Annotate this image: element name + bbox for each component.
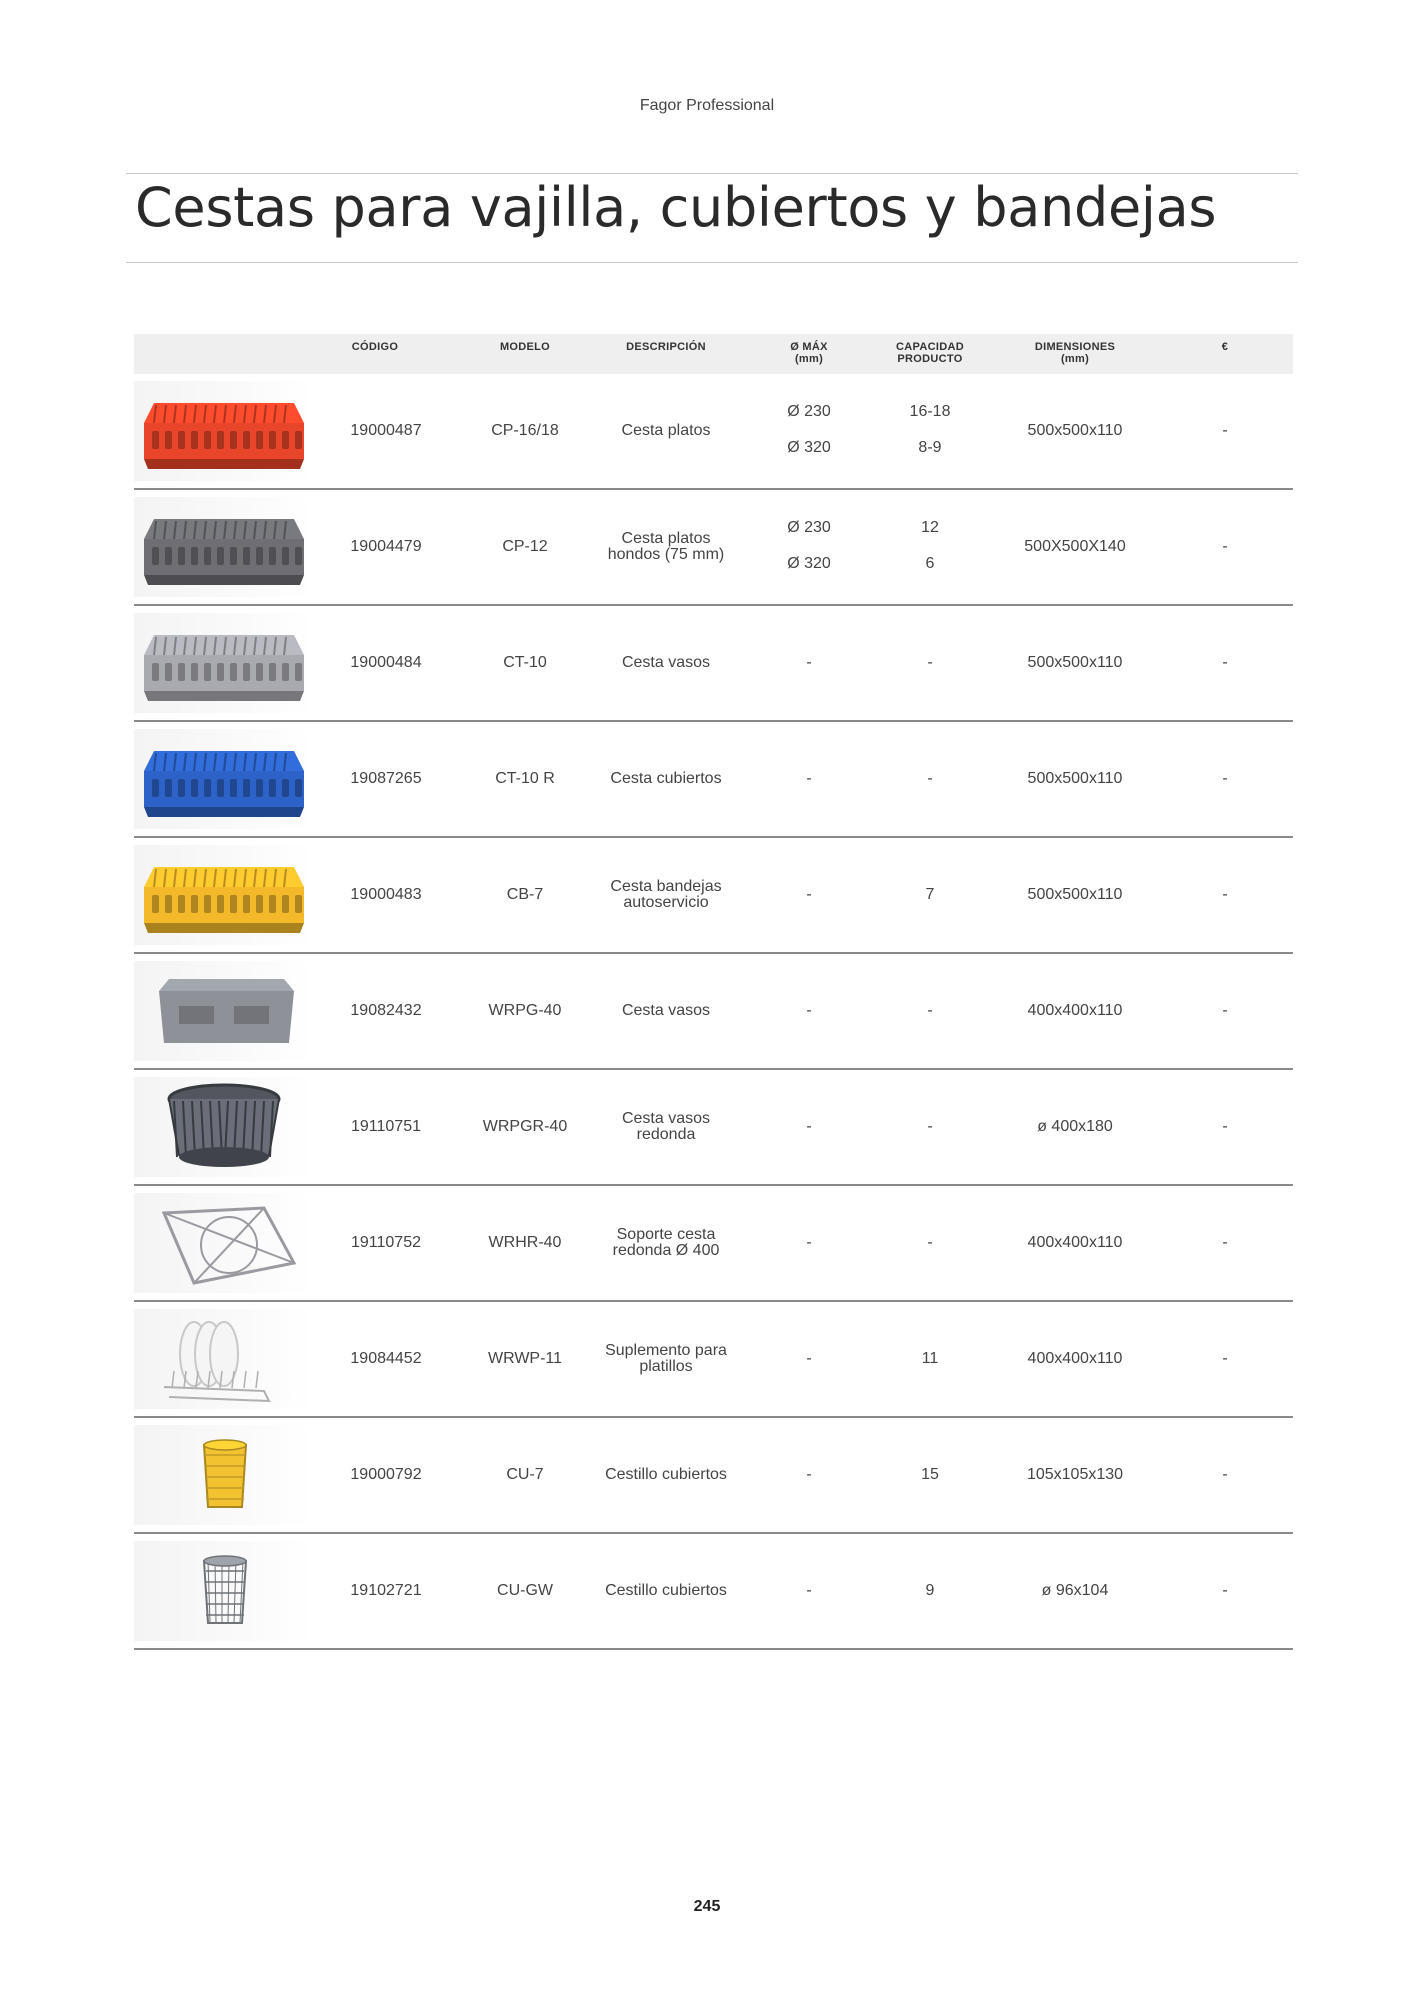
cell-diametro: - [806, 1350, 812, 1367]
cell-codigo: 19082432 [350, 1002, 422, 1019]
table-row [134, 374, 1293, 490]
yellow-tray-rack-icon [134, 845, 314, 945]
cell-diametro: - [806, 1466, 812, 1483]
product-table [134, 334, 1293, 1650]
cell-diametro-value: Ø 230 [787, 519, 831, 536]
cell-codigo: 19000484 [350, 654, 422, 671]
cell-descripcion: Cesta platos [621, 422, 711, 439]
product-image [134, 845, 314, 945]
cell-diametro: - [806, 1002, 812, 1019]
cell-codigo: 19110752 [351, 1234, 421, 1251]
cell-dimensiones: 400x400x110 [1027, 1002, 1123, 1019]
cell-capacidad: 11 [921, 1350, 939, 1367]
product-image [134, 497, 314, 597]
header-dimensiones-line2: (mm) [1060, 353, 1090, 365]
cell-dimensiones: 400x400x110 [1027, 1234, 1123, 1251]
cell-capacidad: - [927, 770, 933, 787]
plate-supplement-icon [134, 1309, 314, 1409]
cell-dimensiones: 500x500x110 [1027, 886, 1123, 903]
header-dimensiones [1035, 341, 1115, 365]
cell-descripcion: Cesta vasos redonda [621, 1110, 711, 1143]
cell-capacidad: - [927, 654, 933, 671]
cell-codigo: 19000487 [350, 422, 422, 439]
header-diametro [790, 341, 828, 365]
top-divider [126, 173, 1298, 174]
cell-diametro [787, 404, 831, 456]
cell-codigo: 19084452 [350, 1350, 422, 1367]
cell-descripcion: Cestillo cubiertos [605, 1582, 727, 1599]
product-image [134, 961, 314, 1061]
cell-descripcion: Cestillo cubiertos [605, 1466, 727, 1483]
cell-descripcion: Soporte cesta redonda Ø 400 [612, 1226, 720, 1259]
cell-codigo: 19000483 [350, 886, 422, 903]
cell-diametro: - [806, 1118, 812, 1135]
cell-modelo: CB-7 [506, 886, 544, 903]
yellow-cutlery-cup-icon [134, 1425, 314, 1525]
product-image [134, 729, 314, 829]
cell-modelo: CU-GW [497, 1582, 553, 1599]
cell-precio: - [1222, 1350, 1228, 1367]
header-descripcion: DESCRIPCIÓN [626, 341, 706, 353]
cell-capacidad: - [927, 1118, 933, 1135]
cell-capacidad-value: 12 [921, 519, 939, 536]
table-row [134, 1534, 1293, 1650]
table-body [134, 374, 1293, 1650]
cell-diametro [787, 520, 831, 572]
cell-diametro-value: Ø 230 [787, 403, 831, 420]
cell-capacidad-value: 8-9 [918, 439, 942, 456]
cell-diametro: - [806, 1234, 812, 1251]
cell-capacidad-value: 16-18 [909, 403, 951, 420]
table-row [134, 722, 1293, 838]
cell-codigo: 19087265 [350, 770, 422, 787]
cell-descripcion: Cesta vasos [621, 654, 711, 671]
cell-codigo: 19000792 [350, 1466, 422, 1483]
cell-diametro: - [806, 1582, 812, 1599]
table-row [134, 1070, 1293, 1186]
grey-crate-icon [134, 961, 314, 1061]
cell-dimensiones: 500x500x110 [1027, 770, 1123, 787]
cell-dimensiones: 105x105x130 [1026, 1466, 1124, 1483]
cell-capacidad: - [927, 1234, 933, 1251]
cell-modelo: CU-7 [506, 1466, 544, 1483]
header-capacidad-line1: CAPACIDAD [896, 341, 964, 353]
cell-modelo: CP-12 [502, 538, 548, 555]
cell-precio: - [1222, 538, 1228, 555]
cell-capacidad: - [927, 1002, 933, 1019]
header-dimensiones-line1: DIMENSIONES [1034, 341, 1116, 353]
page-number: 245 [693, 1898, 721, 1915]
cell-dimensiones: 500X500X140 [1024, 538, 1126, 555]
cell-capacidad [910, 404, 951, 456]
cell-precio: - [1222, 1466, 1228, 1483]
cell-precio: - [1222, 1582, 1228, 1599]
cell-capacidad: 7 [925, 886, 935, 903]
cell-diametro-value: Ø 320 [787, 439, 831, 456]
table-row [134, 1418, 1293, 1534]
grey-dish-rack-icon [134, 497, 314, 597]
cell-modelo: CP-16/18 [491, 422, 559, 439]
cell-dimensiones: 400x400x110 [1027, 1350, 1123, 1367]
header-precio: € [1221, 341, 1229, 353]
header-codigo: CÓDIGO [351, 341, 399, 353]
cell-diametro: - [806, 770, 812, 787]
cell-precio: - [1222, 1002, 1228, 1019]
product-image [134, 1309, 314, 1409]
product-image [134, 1541, 314, 1641]
cell-precio: - [1222, 1118, 1228, 1135]
table-header [134, 334, 1293, 374]
header-modelo: MODELO [499, 341, 551, 353]
cell-modelo: WRPGR-40 [482, 1118, 568, 1135]
round-basket-icon [134, 1077, 314, 1177]
table-row [134, 954, 1293, 1070]
table-row [134, 606, 1293, 722]
cell-capacidad: 15 [921, 1466, 939, 1483]
table-row [134, 1302, 1293, 1418]
cell-dimensiones: 500x500x110 [1027, 654, 1123, 671]
wire-support-icon [134, 1193, 314, 1293]
cell-modelo: WRPG-40 [488, 1002, 562, 1019]
product-image [134, 381, 314, 481]
header-capacidad [896, 341, 964, 365]
wire-cutlery-cup-icon [134, 1541, 314, 1641]
cell-modelo: CT-10 [503, 654, 547, 671]
cell-capacidad: 9 [925, 1582, 935, 1599]
red-dish-rack-icon [134, 381, 314, 481]
product-image [134, 1077, 314, 1177]
cell-descripcion: Cesta vasos [621, 1002, 711, 1019]
cell-dimensiones: ø 400x180 [1037, 1118, 1113, 1135]
table-row [134, 490, 1293, 606]
cell-precio: - [1222, 770, 1228, 787]
cell-diametro: - [806, 654, 812, 671]
table-row [134, 838, 1293, 954]
header-capacidad-line2: PRODUCTO [897, 353, 963, 365]
product-image [134, 613, 314, 713]
cell-modelo: CT-10 R [495, 770, 555, 787]
product-image [134, 1425, 314, 1525]
cell-diametro: - [806, 886, 812, 903]
cell-modelo: WRWP-11 [487, 1350, 563, 1367]
cell-precio: - [1222, 654, 1228, 671]
header-diametro-line2: (mm) [794, 353, 824, 365]
page-title: Cestas para vajilla, cubiertos y bandejas [135, 176, 1217, 239]
cell-dimensiones: ø 96x104 [1041, 1582, 1109, 1599]
brand-header: Fagor Professional [639, 97, 775, 114]
cell-capacidad [921, 520, 939, 572]
cell-codigo: 19102721 [350, 1582, 422, 1599]
cell-descripcion: Suplemento para platillos [605, 1342, 727, 1375]
grey-glass-rack-icon [134, 613, 314, 713]
cell-descripcion: Cesta platos hondos (75 mm) [607, 530, 725, 563]
cell-descripcion: Cesta cubiertos [610, 770, 722, 787]
cell-precio: - [1222, 1234, 1228, 1251]
cell-codigo: 19110751 [351, 1118, 421, 1135]
cell-codigo: 19004479 [350, 538, 422, 555]
cell-diametro-value: Ø 320 [787, 555, 831, 572]
cell-capacidad-value: 6 [925, 555, 935, 572]
cell-precio: - [1222, 886, 1228, 903]
cell-dimensiones: 500x500x110 [1027, 422, 1123, 439]
cell-modelo: WRHR-40 [488, 1234, 562, 1251]
cell-precio: - [1222, 422, 1228, 439]
blue-cutlery-rack-icon [134, 729, 314, 829]
cell-descripcion: Cesta bandejas autoservicio [610, 878, 722, 911]
product-image [134, 1193, 314, 1293]
title-divider [126, 262, 1298, 263]
table-row [134, 1186, 1293, 1302]
header-diametro-line1: Ø MÁX [790, 341, 828, 353]
